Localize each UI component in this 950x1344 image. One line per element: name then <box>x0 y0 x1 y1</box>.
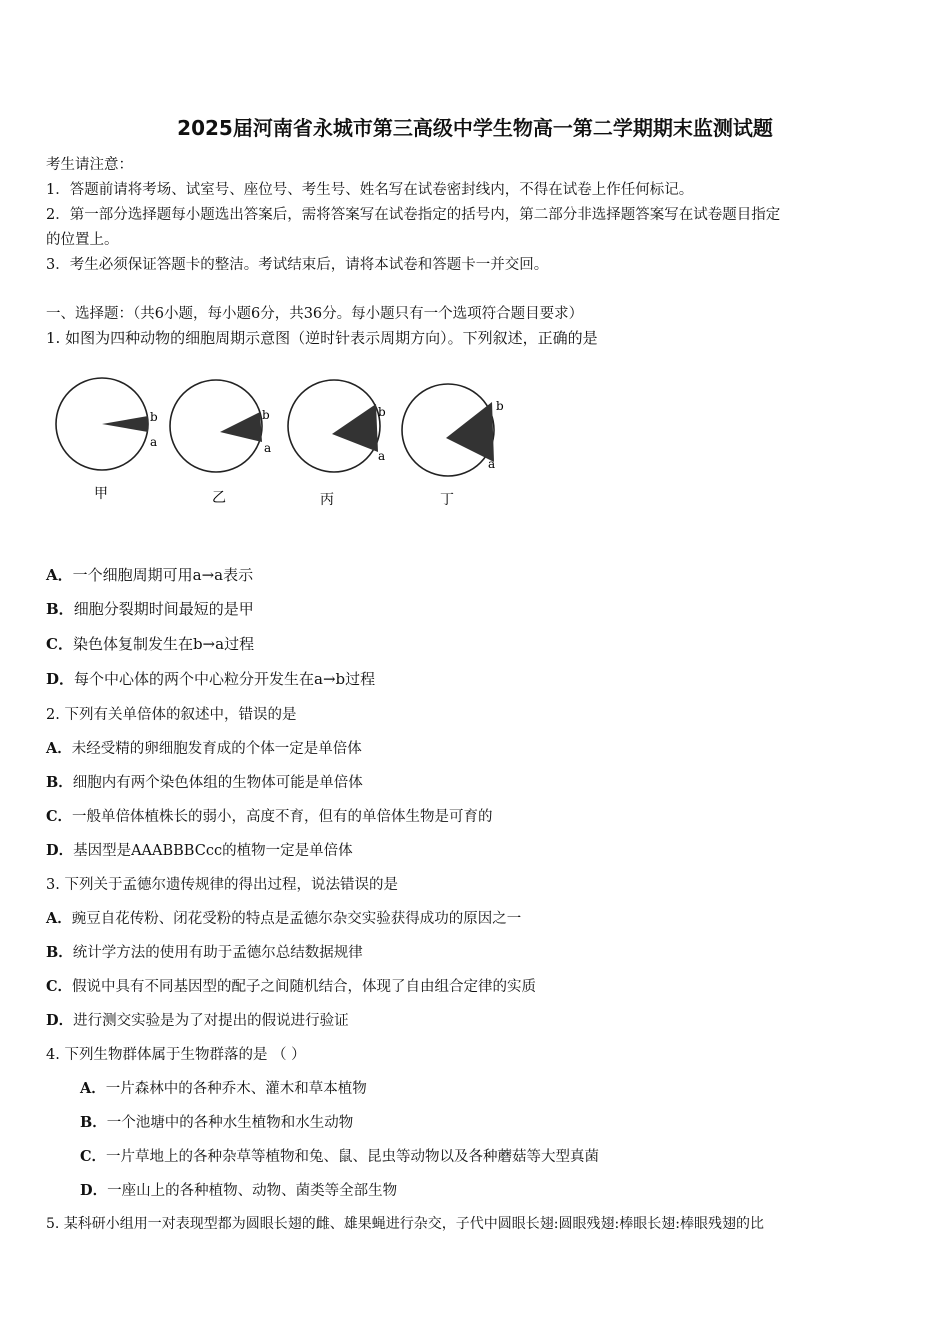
section-heading: 一、选择题：（共6小题，每小题6分，共36分。每小题只有一个选项符合题目要求） <box>46 306 584 322</box>
q3-option-d: D．进行测交实验是为了对提出的假说进行验证 <box>46 1012 349 1029</box>
notice-item-2-cont: 的位置上。 <box>46 232 119 248</box>
diagram-label: 甲 <box>94 486 108 502</box>
point-b-label: b <box>150 410 158 424</box>
diagram-label: 丁 <box>440 492 454 508</box>
cycle-diagram-yi <box>170 380 271 506</box>
q3-option-c: C．假说中具有不同基因型的配子之间随机结合，体现了自由组合定律的实质 <box>46 978 537 995</box>
q1-option-b: B．细胞分裂期时间最短的是甲 <box>46 600 254 618</box>
point-a-label: a <box>488 457 496 471</box>
page-title: 2025届河南省永城市第三高级中学生物高一第二学期期末监测试题 <box>177 116 773 140</box>
q3-option-a: A．豌豆自花传粉、闭花受粉的特点是孟德尔杂交实验获得成功的原因之一 <box>46 910 522 927</box>
q2-option-d: D．基因型是AAABBBCcc的植物一定是单倍体 <box>46 842 353 859</box>
point-b-label: b <box>496 399 504 413</box>
notice-item-3: 3．考生必须保证答题卡的整洁。考试结束后，请将本试卷和答题卡一并交回。 <box>46 257 549 273</box>
notice-heading: 考生请注意： <box>46 157 133 173</box>
question-stem: 如图为四种动物的细胞周期示意图（逆时针表示周期方向）。下列叙述，正确的是 <box>65 329 598 347</box>
q4-option-b: B．一个池塘中的各种水生植物和水生动物 <box>80 1114 354 1131</box>
question-5 <box>46 1213 764 1233</box>
point-a-label: a <box>264 441 272 455</box>
point-a-label: a <box>378 449 386 463</box>
cell-cycle-figure <box>52 368 512 518</box>
notice-item-1: 1．答题前请将考场、试室号、座位号、考生号、姓名写在试卷密封线内，不得在试卷上作任何标记。 <box>46 182 694 198</box>
q4-option-c: C．一片草地上的各种杂草等植物和兔、鼠、昆虫等动物以及各种蘑菇等大型真菌 <box>80 1148 600 1165</box>
question-stem: 下列生物群体属于生物群落的是 （ ） <box>64 1047 306 1063</box>
q1-option-c: C．染色体复制发生在b→a过程 <box>46 635 255 653</box>
q1-option-d: D．每个中心体的两个中心粒分开发生在a→b过程 <box>46 670 376 688</box>
question-stem: 下列有关单倍体的叙述中，错误的是 <box>64 707 297 723</box>
q2-option-b: B．细胞内有两个染色体组的生物体可能是单倍体 <box>46 774 363 791</box>
diagram-label: 丙 <box>320 492 334 508</box>
question-4 <box>46 1043 306 1064</box>
point-b-label: b <box>262 408 270 422</box>
question-number: 3. <box>46 877 60 893</box>
question-number: 4. <box>46 1047 60 1063</box>
question-2 <box>46 703 296 724</box>
diagram-label: 乙 <box>212 490 226 506</box>
q3-option-b: B．统计学方法的使用有助于孟德尔总结数据规律 <box>46 944 363 961</box>
question-1 <box>46 327 598 348</box>
question-3 <box>46 873 398 894</box>
question-number: 5. <box>46 1216 60 1232</box>
q1-option-a: A．一个细胞周期可用a→a表示 <box>46 566 254 584</box>
notice-item-2: 2．第一部分选择题每小题选出答案后，需将答案写在试卷指定的括号内，第二部分非选择题答案写在试卷题目指定 <box>46 207 781 223</box>
cycle-diagram-ding <box>402 384 504 508</box>
q4-option-d: D．一座山上的各种植物、动物、菌类等全部生物 <box>80 1182 398 1199</box>
question-stem: 下列关于孟德尔遗传规律的得出过程，说法错误的是 <box>64 877 398 893</box>
point-b-label: b <box>378 405 386 419</box>
question-stem: 某科研小组用一对表现型都为圆眼长翅的雌、雄果蝇进行杂交，子代中圆眼长翅:圆眼残翅:棒眼长翅:棒眼残翅的比 <box>63 1216 764 1232</box>
question-number: 1. <box>46 329 61 347</box>
q2-option-c: C．一般单倍体植株长的弱小，高度不育，但有的单倍体生物是可育的 <box>46 808 493 825</box>
point-a-label: a <box>150 435 158 449</box>
cycle-diagram-jia <box>56 378 158 502</box>
q2-option-a: A．未经受精的卵细胞发育成的个体一定是单倍体 <box>46 740 362 757</box>
q4-option-a: A．一片森林中的各种乔木、灌木和草本植物 <box>80 1080 367 1097</box>
question-number: 2. <box>46 707 60 723</box>
cycle-diagram-bing <box>288 380 386 508</box>
